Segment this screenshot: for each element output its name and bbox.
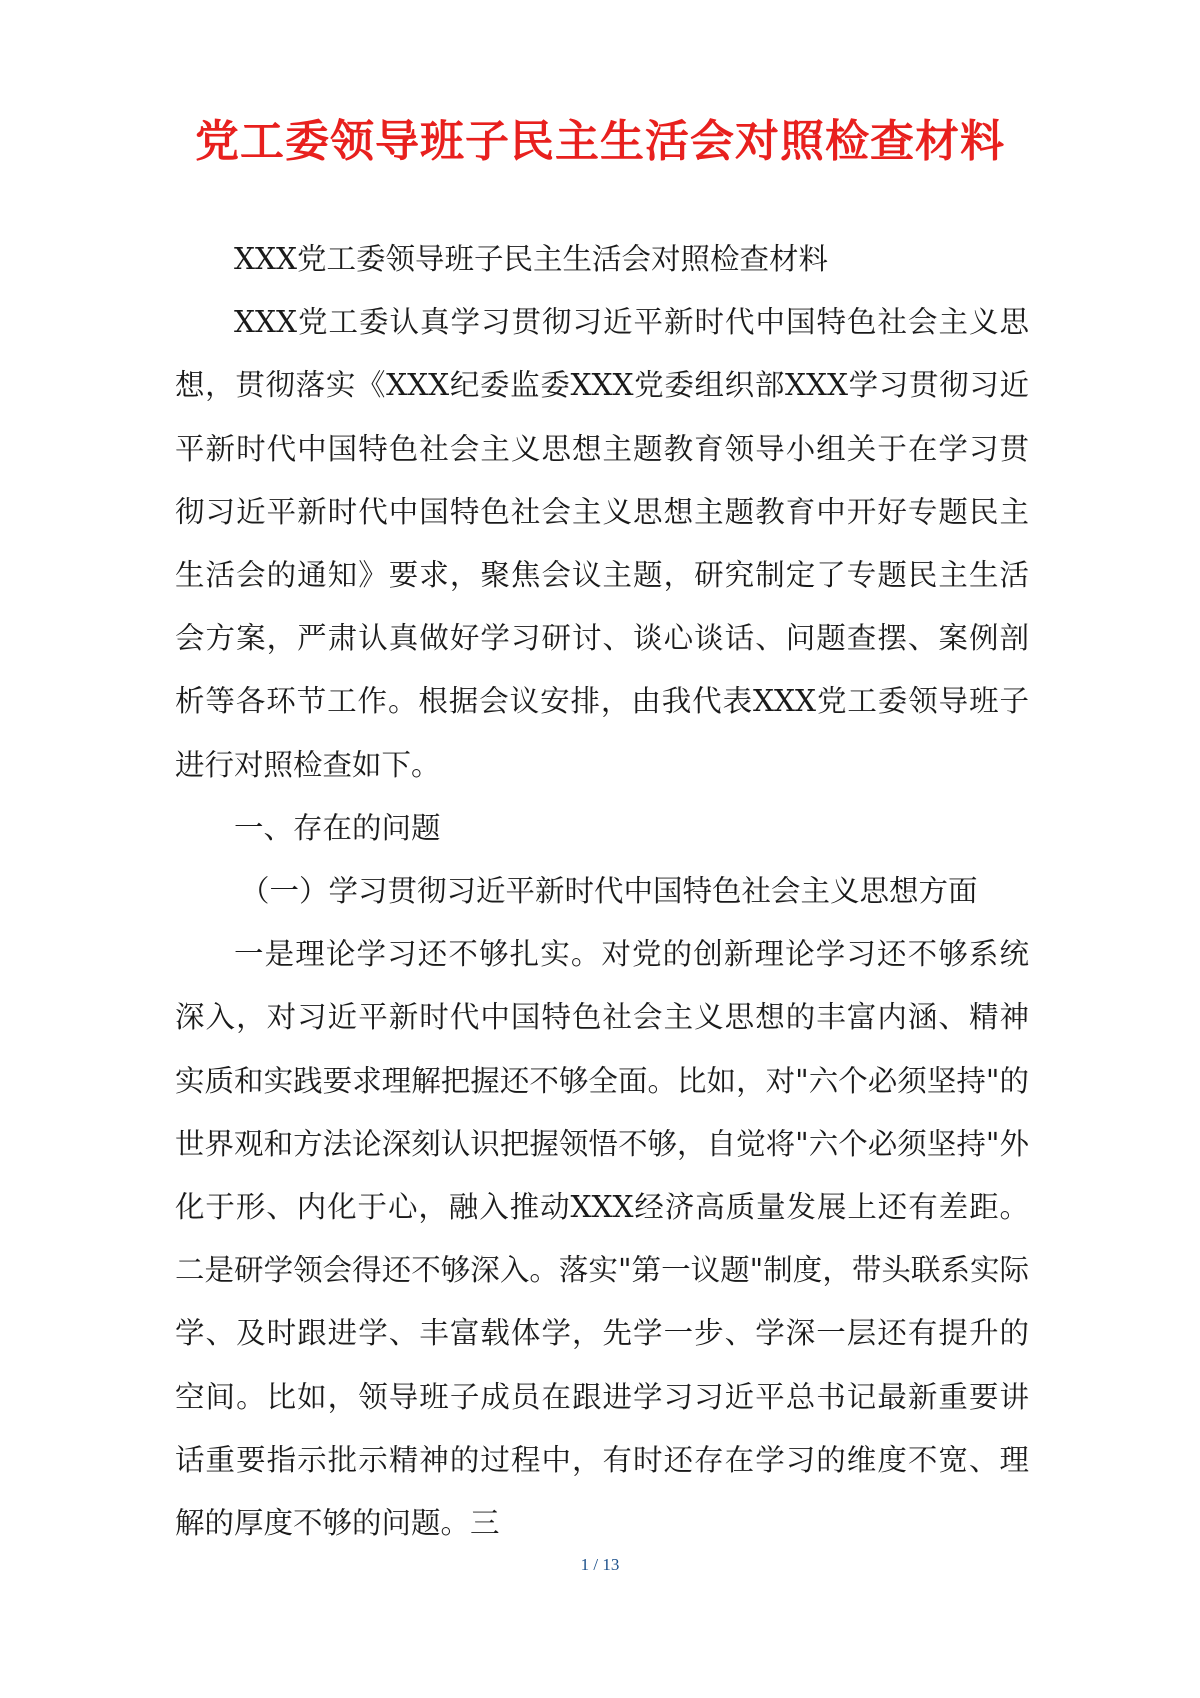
subtitle-paragraph: XXX党工委领导班子民主生活会对照检查材料	[234, 242, 829, 276]
document-title: 党工委领导班子民主生活会对照检查材料	[195, 116, 1005, 167]
intro-paragraph: XXX党工委认真学习贯彻习近平新时代中国特色社会主义思想，贯彻落实《XXX纪委监委XXX党委组织部XXX学习贯彻习近平新时代中国特色社会主义思想主题教育领导小组关于在学习贯彻习近平新时代中国特色社会主义思想主题教育中开好专题民主生活会的通知》要求，聚焦会议主题，研究制定了专题民主生活会方案，严肃认真做好学习研讨、谈心谈话、问题查摆、案例剖析等各环节工作。根据会议安排，由我代表XXX党工委领导班子进行对照检查如下。	[175, 305, 1029, 782]
body-paragraph: 一是理论学习还不够扎实。对党的创新理论学习还不够系统深入，对习近平新时代中国特色社会主义思想的丰富内涵、精神实质和实践要求理解把握还不够全面。比如，对"六个必须坚持"的世界观和方法论深刻认识把握领悟不够，自觉将"六个必须坚持"外化于形、内化于心，融入推动XXX经济高质量发展上还有差距。二是研学领会得还不够深入。落实"第一议题"制度，带头联系实际学、及时跟进学、丰富载体学，先学一步、学深一层还有提升的空间。比如，领导班子成员在跟进学习习近平总书记最新重要讲话重要指示批示精神的过程中，有时还存在学习的维度不宽、理解的厚度不够的问题。三	[175, 937, 1029, 1541]
subsection-heading: （一）学习贯彻习近平新时代中国特色社会主义思想方面	[240, 874, 978, 909]
document-body	[175, 228, 1029, 1555]
section-heading: 一、存在的问题	[234, 810, 441, 845]
page-number: 1 / 13	[580, 1555, 620, 1574]
